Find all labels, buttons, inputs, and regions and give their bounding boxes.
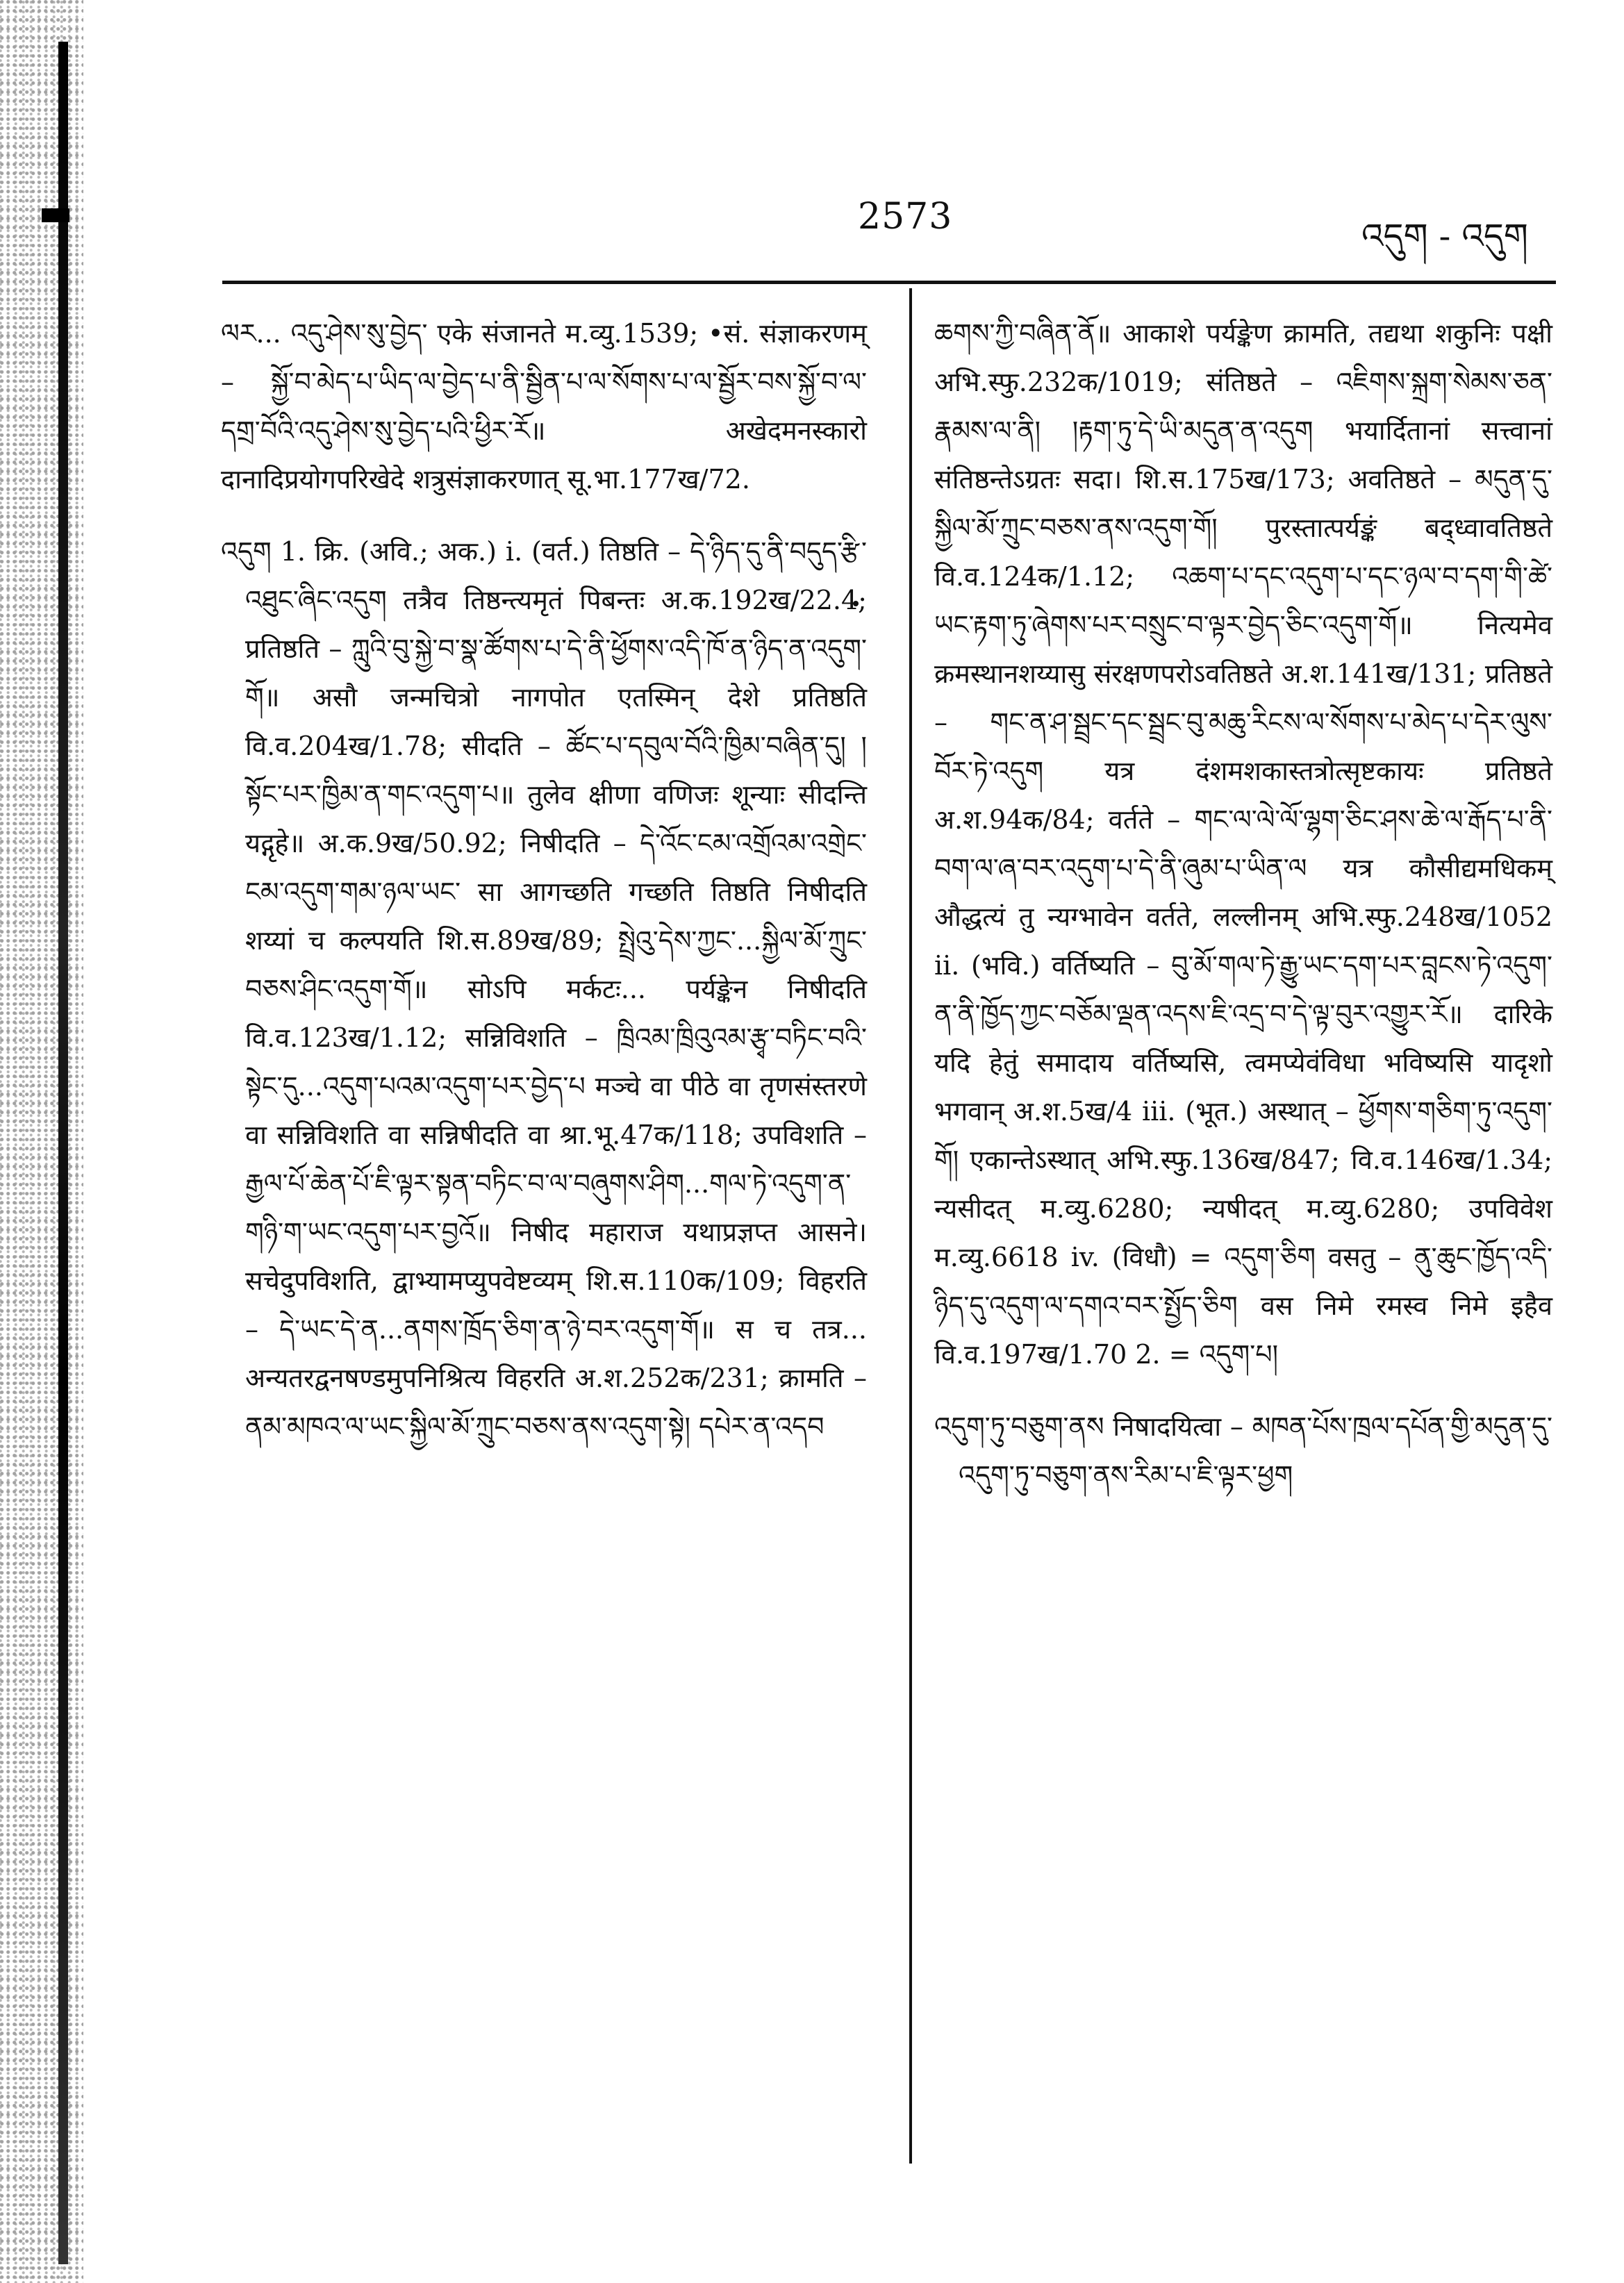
entry-continuation-right: ཆགས་ཀྱི་བཞིན་ནོ॥ आकाशे पर्यङ्केण क्रामति, तद्यथा शकुनिः पक्षी अभि.स्फु.232क/1019; संतिष्ठते – འཇིགས་སྐྲག་སེམས་ཅན་རྣམས་ལ་ནི། །རྟག་ཏུ་དེ་ཡི་མདུན་ན་འདུག भयार्दितानां सत्त्वानां संतिष्ठन्तेऽग्रतः सदा। शि.स.175ख/173; अवतिष्ठते – མདུན་དུ་སྐྱིལ་མོ་ཀྲུང་བཅས་ནས་འདུག་གོ། पुरस्तात्पर्यङ्कं बद्ध्वावतिष्ठते वि.व.124क/1.12; འཆག་པ་དང་འདུག་པ་དང་ཉལ་བ་དག་གི་ཚེ་ཡང་རྟག་ཏུ་ཞེགས་པར་བསྲུང་བ་ལྟར་བྱེད་ཅིང་འདུག་གོ॥ नित्यमेव क्रमस्थानशय्यासु संरक्षणपरोऽवतिष्ठते अ.श.141ख/131; प्रतिष्ठते – གང་ན་ཤ་སྦྲང་དང་སྦྲང་བུ་མཆུ་རིངས་ལ་སོགས་པ་མེད་པ་དེར་ལུས་བོར་ཏེ་འདུག यत्र दंशमशकास्तत्रोत्सृष्टकायः प्रतिष्ठते अ.श.94क/84; वर्तते – གང་ལ་ལེ་ལོ་ལྷག་ཅིང་ཤས་ཆེ་ལ་རྒོད་པ་ནི་བག་ལ་ཞ་བར་འདུག་པ་དེ་ནི་ཞུམ་པ་ཡིན་ལ यत्र कौसीद्यमधिकम् औद्धत्यं तु न्यग्भावेन वर्तते, लल्लीनम् अभि.स्फु.248ख/1052 ii. (भवि.) वर्तिष्यति – བུ་མོ་གལ་ཏེ་རྒྱུ་ཡང་དག་པར་བླངས་ཏེ་འདུག་ན་ནི་ཁྱོད་ཀྱང་བཅོམ་ལྡན་འདས་ཇི་འདྲ་བ་དེ་ལྟ་བུར་འགྱུར་རོ॥ दारिके यदि हेतुं समादाय वर्तिष्यसि, त्वमप्येवंविधा भविष्यसि यादृशो भगवान् अ.श.5ख/4 iii. (भूत.) अस्थात् – ཕྱོགས་གཅིག་ཏུ་འདུག་གོ། एकान्तेऽस्थात् अभि.स्फु.136ख/847; वि.व.146ख/1.34; न्यसीदत् म.व्यु.6280; न्यषीदत् म.व्यु.6280; उपविवेश म.व्यु.6618 iv. (विधौ) = འདུག་ཅིག वसतु – ནུ་ཆུང་ཁྱོད་འདི་ཉིད་དུ་འདུག་ལ་དགའ་བར་སྤྱོད་ཅིག वस निमे रमस्व निमे इहैव वि.व.197ख/1.70 2. = འདུག་པ། (934, 318, 1552, 1370)
book-binding-shadow (0, 0, 83, 2283)
entry-headword-dug: འདུག 1. क्रि. (अवि.; अक.) i. (वर्त.) तिष्ठति – དེ་ཉིད་དུ་ནི་བདུད་རྩི་འཐུང་ཞིང་འདུག तत्रैव तिष्ठन्त्यमृतं पिबन्तः अ.क.192ख/22.4; प्रतिष्ठति – ཀླུའི་བུ་སྐྱེ་བ་སྣ་ཚོགས་པ་དེ་ནི་ཕྱོགས་འདི་ཁོ་ན་ཉིད་ན་འདུག་གོ॥ असौ जन्मचित्रो नागपोत एतस्मिन् देशे प्रतिष्ठति वि.व.204ख/1.78; सीदति – ཚོང་པ་དབུལ་བོའི་ཁྱིམ་བཞིན་དུ། །སྟོང་པར་ཁྱིམ་ན་གང་འདུག་པ॥ तुलेव क्षीणा वणिजः शून्याः सीदन्ति यद्गृहे॥ अ.क.9ख/50.92; निषीदति – དེ་འོང་ངམ་འགྲོའམ་འགྲེང་ངམ་འདུག་གམ་ཉལ་ཡང་ सा आगच्छति गच्छति तिष्ठति निषीदति शय्यां च कल्पयति शि.स.89ख/89; སྤྲེའུ་དེས་ཀྱང་...སྐྱིལ་མོ་ཀྲུང་བཅས་ཤིང་འདུག་གོ॥ सोऽपि मर्कटः... पर्यङ्केन निषीदति वि.व.123ख/1.12; सन्निविशति – ཁྲིའམ་ཁྲིའུའམ་རྩྭ་བཏིང་བའི་སྟེང་དུ...འདུག་པའམ་འདུག་པར་བྱེད་པ मञ्चे वा पीठे वा तृणसंस्तरणे वा सन्निविशति वा सन्निषीदति वा श्रा.भू.47क/118; उपविशति – རྒྱལ་པོ་ཆེན་པོ་ཇི་ལྟར་སྟན་བཏིང་བ་ལ་བཞུགས་ཤིག...གལ་ཏེ་འདུག་ན་གཉི་ག་ཡང་འདུག་པར་བྱའོ॥ निषीद महाराज यथाप्रज्ञप्त आसने। सचेदुपविशति, द्वाभ्यामप्युपवेष्टव्यम् शि.स.110क/109; विहरति – དེ་ཡང་དེ་ན...ནགས་ཁྲོད་ཅིག་ན་ཉེ་བར་འདུག་གོ॥ स च तत्र... अन्यतरद्वनषण्डमुपनिश्रित्य विहरति अ.श.252क/231; क्रामति – ནམ་མཁའ་ལ་ཡང་སྐྱིལ་མོ་ཀྲུང་བཅས་ནས་འདུག་སྟེ། དཔེར་ན་འདབ (221, 536, 867, 1442)
entry-headword-dug-tu-bcug: འདུག་ཏུ་བཅུག་ནས निषादयित्वा – མཁན་པོས་ཁྲལ་དཔོན་གྱི་མདུན་དུ་འདུག་ཏུ་བཅུག་ནས་རིམ་པ་ཇི་ལྟར་ཕྱག (934, 1411, 1552, 1491)
column-divider (909, 288, 912, 2164)
entry-continuation: ལར... འདུ་ཤེས་སུ་བྱེད་ एके संजानते म.व्यु.1539; •सं. संज्ञाकरणम् – སྐྱོ་བ་མེད་པ་ཡིད་ལ་བྱེད་པ་ནི་སྦྱིན་པ་ལ་སོགས་པ་ལ་སྦྱོར་བས་སྐྱོ་བ་ལ་དགྲ་བོའི་འདུ་ཤེས་སུ་བྱེད་པའི་ཕྱིར་རོ॥ अखेदमनस्कारो दानादिप्रयोगपरिखेदे शत्रुसंज्ञाकरणात् सू.भा.177ख/72. (221, 318, 867, 495)
binding-notch (42, 208, 69, 222)
right-column (934, 309, 1552, 1523)
page-number: 2573 (858, 196, 953, 238)
header-rule (222, 281, 1556, 284)
running-head: འདུག - འདུག (1361, 216, 1528, 256)
left-column (221, 309, 867, 1475)
binding-edge (58, 42, 68, 2264)
